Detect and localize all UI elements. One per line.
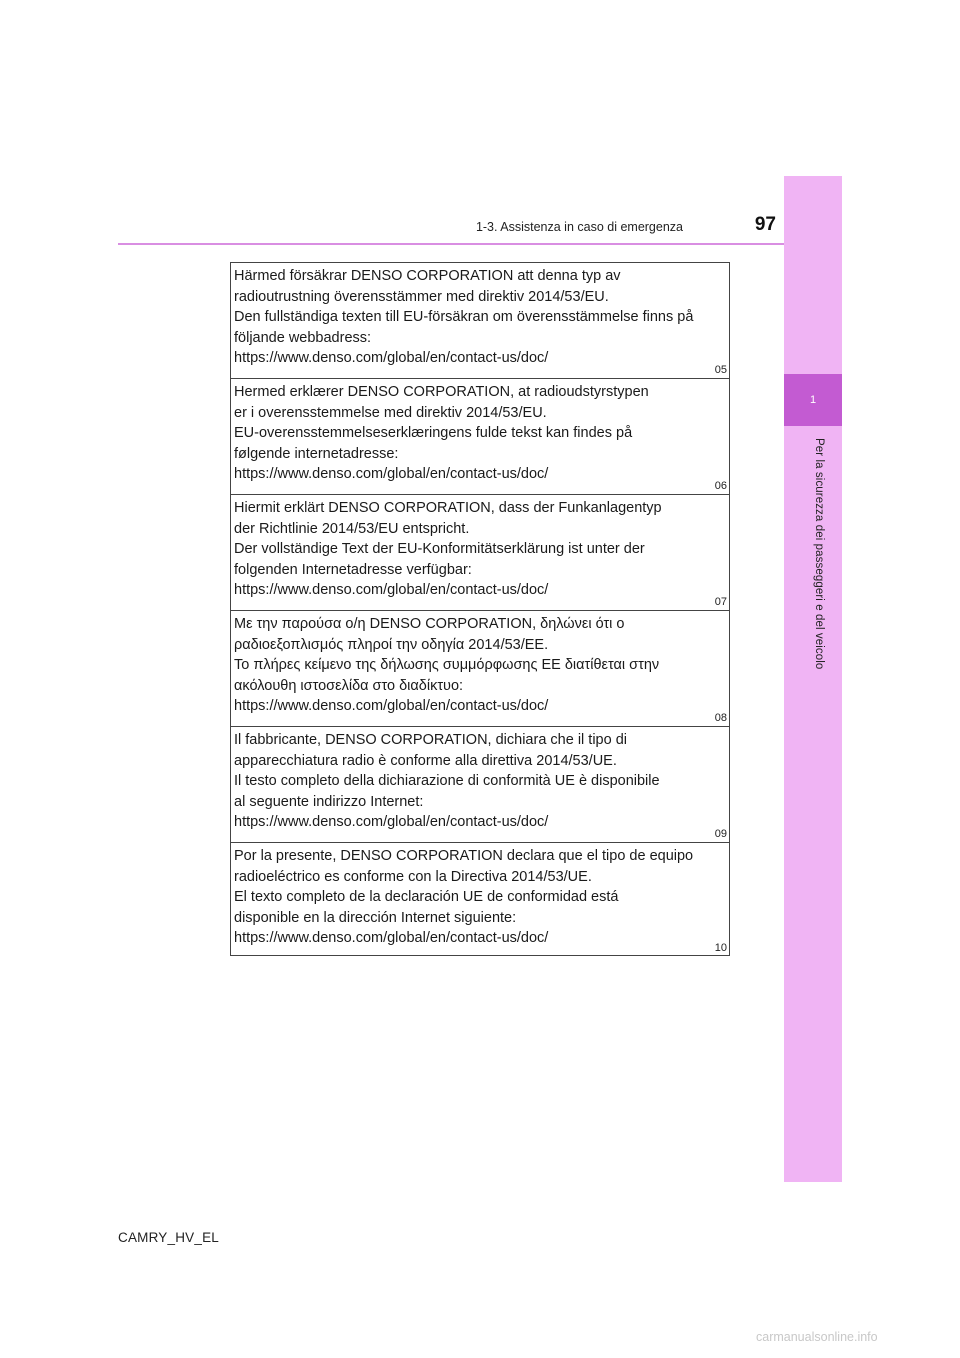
declaration-line: der Richtlinie 2014/53/EU entspricht.	[234, 520, 470, 537]
declaration-line: EU-overensstemmelseserklæringens fulde tekst kan findes på	[234, 425, 633, 441]
declaration-line: Hermed erklærer DENSO CORPORATION, at radioudstyrstypen	[234, 384, 649, 400]
declaration-box-german	[231, 495, 729, 611]
watermark-text: carmanualsonline.info	[756, 1330, 878, 1344]
declaration-text	[234, 730, 723, 833]
declaration-text	[234, 498, 723, 601]
declaration-line: disponible en la dirección Internet siguiente:	[234, 909, 517, 926]
section-title: 1-3. Assistenza in caso di emergenza	[475, 220, 683, 234]
declaration-line: Il testo completo della dichiarazione di conformità UE è disponibile	[234, 773, 660, 789]
declaration-code: 07	[714, 596, 727, 608]
page-header	[118, 214, 784, 244]
declaration-url: https://www.denso.com/global/en/contact-us/doc/	[234, 930, 549, 946]
declaration-url: https://www.denso.com/global/en/contact-us/doc/	[234, 350, 549, 366]
declaration-box-danish	[231, 379, 729, 495]
declaration-line: ακόλουθη ιστοσελίδα στο διαδίκτυο:	[234, 677, 464, 694]
declaration-line: Den fullständiga texten till EU-försäkran om överensstämmelse finns på	[234, 309, 694, 325]
declaration-url: https://www.denso.com/global/en/contact-us/doc/	[234, 466, 549, 482]
declaration-url: https://www.denso.com/global/en/contact-us/doc/	[234, 698, 549, 714]
declaration-line: El texto completo de la declaración UE de conformidad está	[234, 889, 619, 905]
declaration-text	[234, 382, 723, 485]
declaration-line: Hiermit erklärt DENSO CORPORATION, dass der Funkanlagentyp	[234, 500, 662, 516]
declaration-line: följande webbadress:	[234, 329, 372, 346]
declaration-line: Por la presente, DENSO CORPORATION declara que el tipo de equipo	[234, 848, 694, 864]
declaration-text	[234, 614, 723, 717]
declaration-code: 09	[714, 828, 727, 840]
declaration-text	[234, 266, 723, 369]
declaration-box-italian	[231, 727, 729, 843]
declaration-url: https://www.denso.com/global/en/contact-us/doc/	[234, 814, 549, 830]
declaration-line: følgende internetadresse:	[234, 445, 399, 462]
declaration-line: al seguente indirizzo Internet:	[234, 793, 424, 810]
declaration-line: ραδιοεξοπλισμός πληροί την οδηγία 2014/53/ΕΕ.	[234, 636, 549, 653]
declaration-text	[234, 846, 723, 949]
chapter-side-tab	[784, 176, 842, 1182]
declaration-line: radioutrustning överensstämmer med direktiv 2014/53/EU.	[234, 288, 609, 305]
declaration-code: 10	[714, 942, 727, 954]
declaration-line: folgenden Internetadresse verfügbar:	[234, 561, 472, 578]
declaration-line: radioeléctrico es conforme con la Directiva 2014/53/UE.	[234, 868, 592, 885]
declaration-code: 06	[714, 480, 727, 492]
declaration-table	[230, 262, 730, 956]
declaration-line: er i overensstemmelse med direktiv 2014/53/EU.	[234, 404, 547, 421]
declaration-box-swedish	[231, 263, 729, 379]
declaration-code: 08	[714, 712, 727, 724]
declaration-line: Der vollständige Text der EU-Konformitätserklärung ist unter der	[234, 541, 645, 557]
declaration-url: https://www.denso.com/global/en/contact-us/doc/	[234, 582, 549, 598]
declaration-line: Härmed försäkrar DENSO CORPORATION att denna typ av	[234, 268, 621, 284]
declaration-line: Το πλήρες κείμενο της δήλωσης συμμόρφωσης ΕΕ διατίθεται στην	[234, 657, 660, 673]
header-divider	[118, 243, 784, 245]
manual-code: CAMRY_HV_EL	[118, 1230, 219, 1245]
declaration-line: apparecchiatura radio è conforme alla direttiva 2014/53/UE.	[234, 752, 617, 769]
declaration-box-greek	[231, 611, 729, 727]
chapter-number-tab: 1	[784, 374, 842, 426]
declaration-line: Με την παρούσα ο/η DENSO CORPORATION, δηλώνει ότι ο	[234, 616, 625, 632]
declaration-box-spanish	[231, 843, 729, 956]
chapter-title-vertical: Per la sicurezza dei passeggeri e del veicolo	[813, 438, 825, 670]
declaration-code: 05	[714, 364, 727, 376]
page-number: 97	[754, 214, 776, 235]
declaration-line: Il fabbricante, DENSO CORPORATION, dichiara che il tipo di	[234, 732, 627, 748]
